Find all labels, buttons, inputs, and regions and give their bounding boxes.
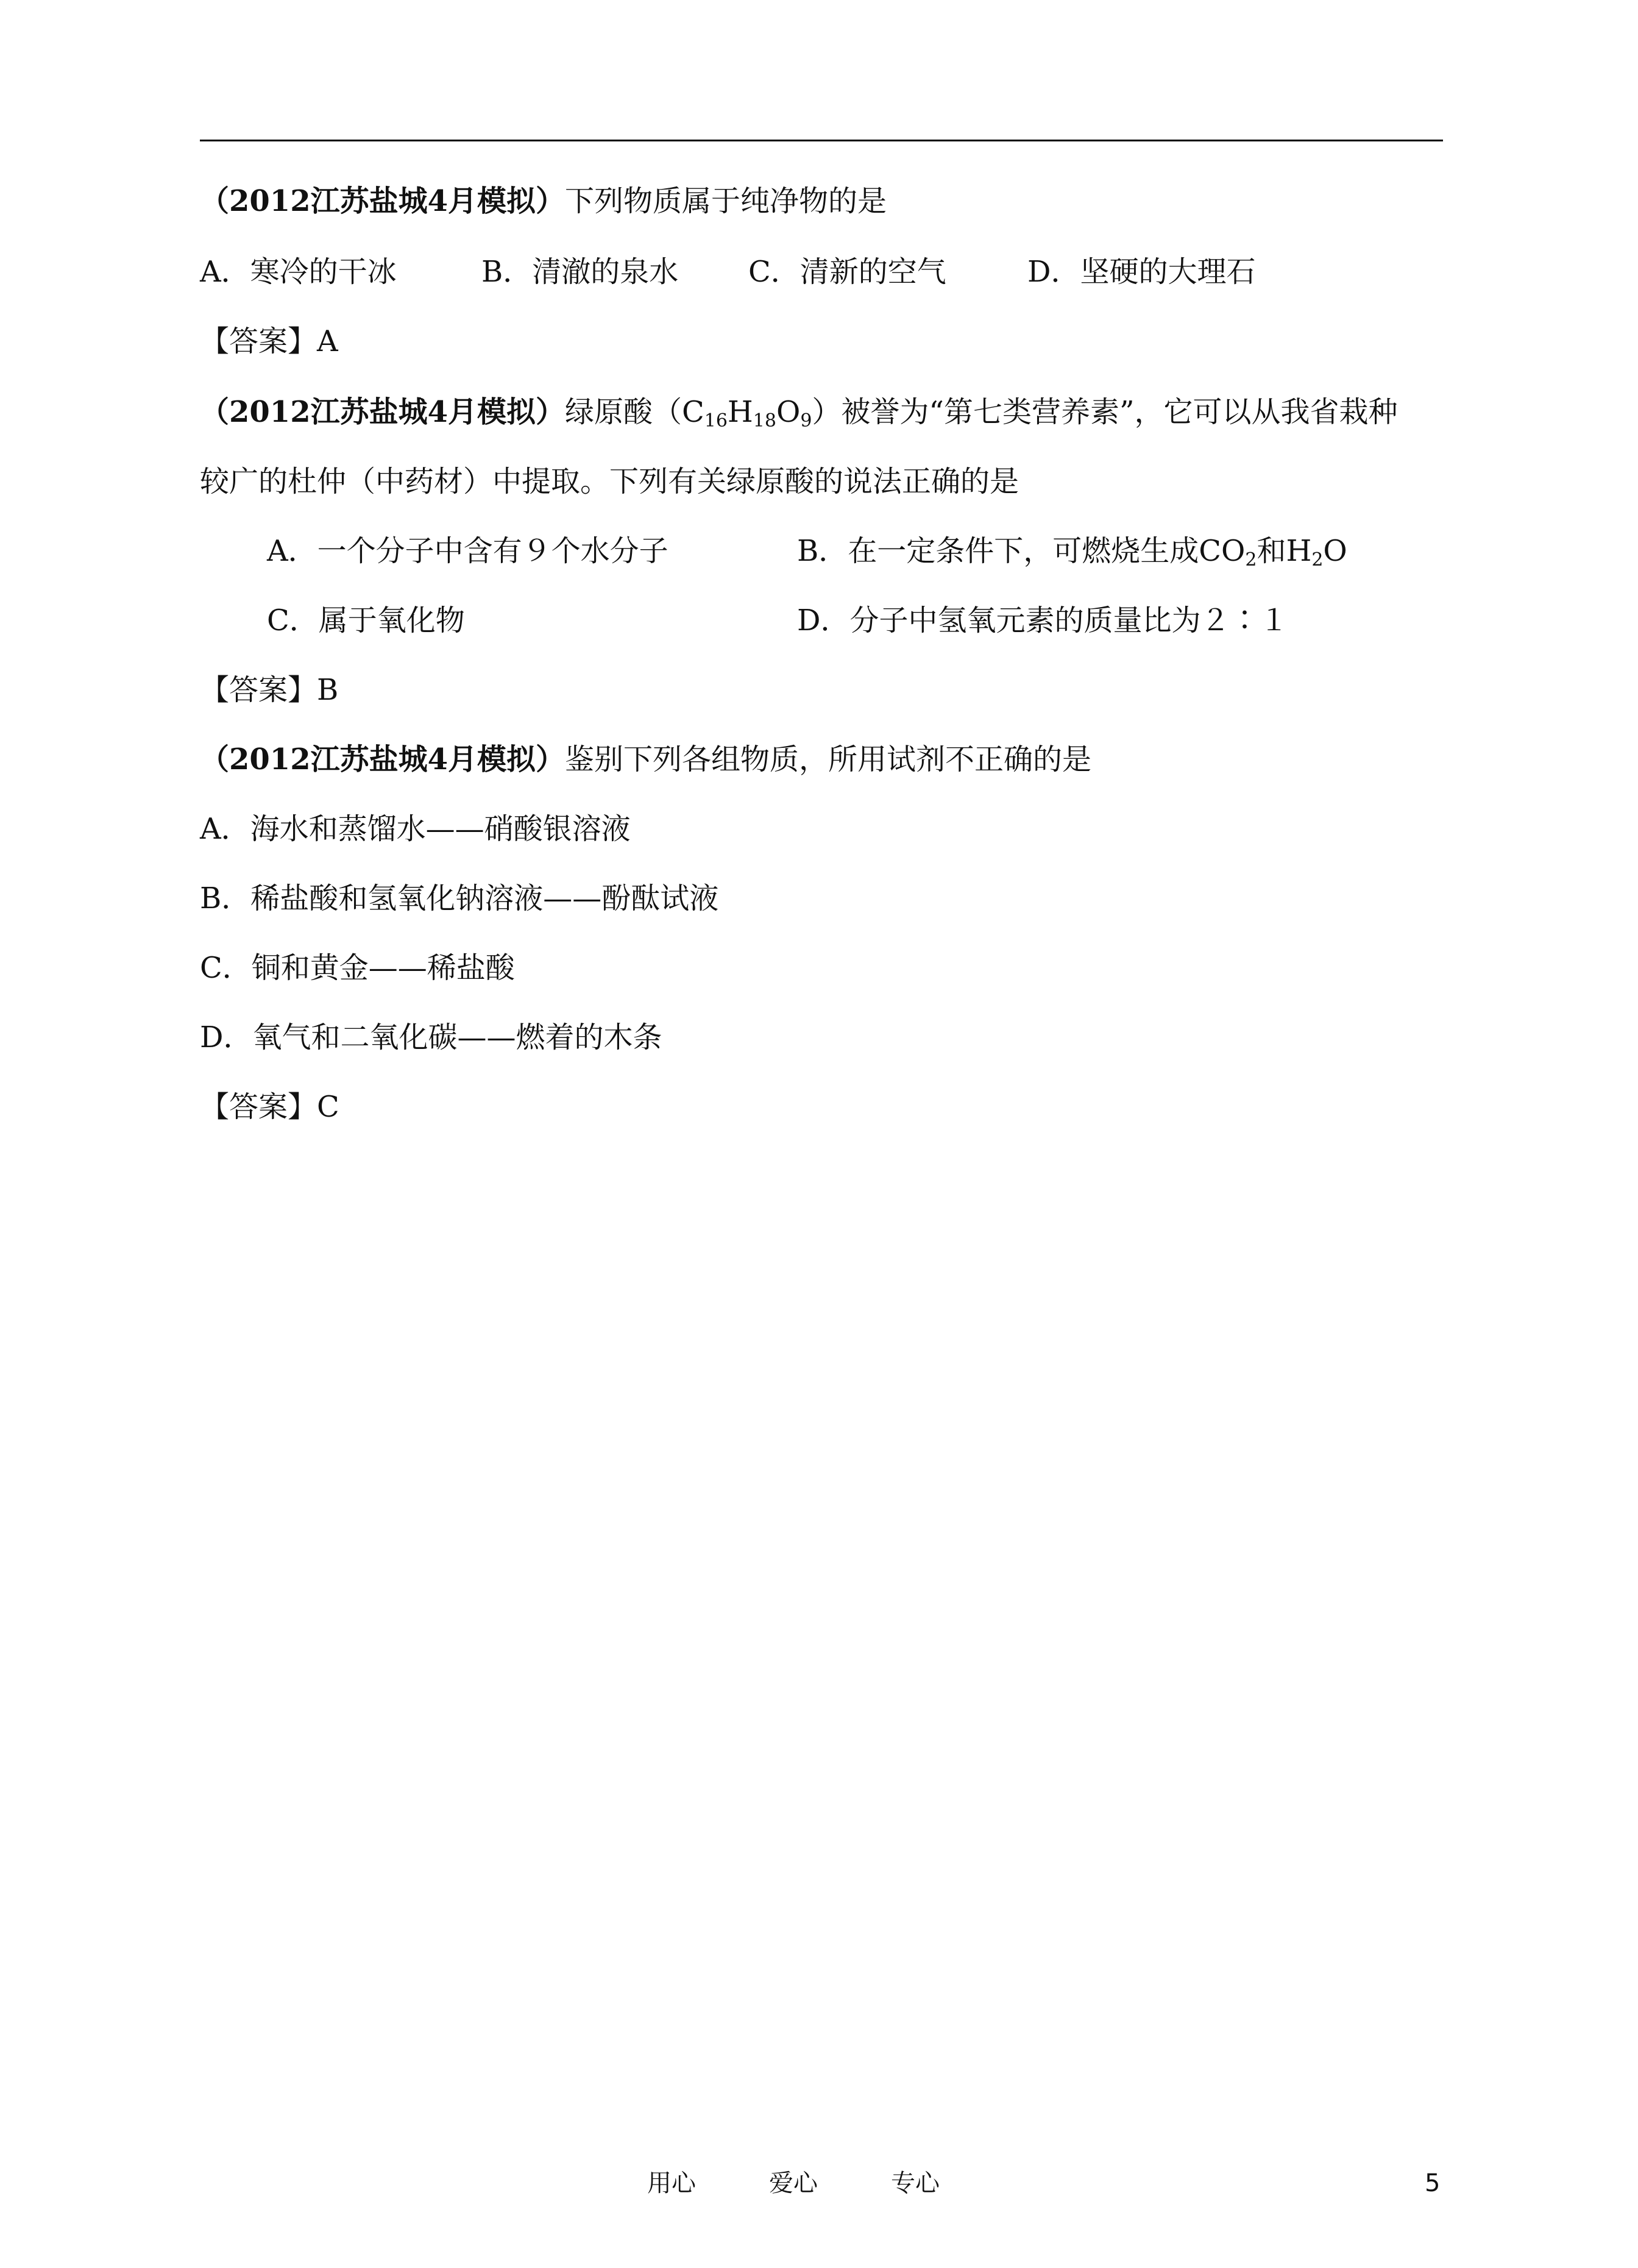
q1-option-d: D．坚硬的大理石 [1027, 255, 1256, 289]
q1-option-c: C．清新的空气 [748, 255, 946, 289]
q1-stem-text: 下列物质属于纯净物的是 [565, 184, 887, 218]
page-number: 5 [1425, 2169, 1441, 2197]
q1-stem [200, 182, 887, 221]
footer-motto-2: 爱心 [769, 2169, 818, 2197]
q2-option-b-subscript: 2 [1311, 549, 1324, 571]
q2-option-a: A．一个分子中含有９个水分子 [267, 534, 668, 568]
header-rule [200, 140, 1443, 141]
q3-option-a: A．海水和蒸馏水——硝酸银溶液 [200, 812, 631, 846]
q2-option-d: D．分子中氢氧元素的质量比为２∶１ [797, 603, 1289, 638]
q2-option-b [797, 531, 1347, 571]
q3-answer: 【答案】C [200, 1090, 339, 1124]
q2-stem-line2: 较广的杜仲（中药材）中提取。下列有关绿原酸的说法正确的是 [200, 464, 1019, 499]
q1-option-a: A．寒冷的干冰 [200, 255, 397, 289]
footer-motto-1: 用心 [647, 2169, 696, 2197]
q2-option-b-text: O [1323, 534, 1347, 568]
q2-stem [200, 393, 1398, 432]
q2-subscript: 16 [704, 410, 728, 432]
q2-stem-text: O [776, 395, 801, 429]
q3-stem-text: 鉴别下列各组物质，所用试剂不正确的是 [565, 742, 1092, 777]
q2-option-b-text: B．在一定条件下，可燃烧生成CO [797, 534, 1246, 568]
q2-subscript: 18 [753, 410, 776, 432]
q2-stem-text: H [727, 395, 753, 429]
q3-option-d: D．氧气和二氧化碳——燃着的木条 [200, 1020, 662, 1054]
q3-stem [200, 740, 1091, 779]
q1-source: （2012江苏盐城4月模拟） [200, 184, 565, 218]
q2-subscript: 9 [800, 410, 812, 432]
q2-option-c: C．属于氧化物 [267, 603, 465, 638]
footer-motto-3: 专心 [891, 2169, 940, 2197]
q2-answer: 【答案】B [200, 673, 339, 707]
q2-option-b-subscript: 2 [1245, 549, 1257, 571]
q2-stem-text: 绿原酸（C [565, 395, 704, 429]
q1-option-b: B．清澈的泉水 [481, 255, 679, 289]
q2-option-b-text: 和H [1257, 534, 1312, 568]
q3-option-b: B．稀盐酸和氢氧化钠溶液——酚酞试液 [200, 881, 719, 915]
q3-source: （2012江苏盐城4月模拟） [200, 742, 565, 777]
q2-stem-text: ）被誉为“第七类营养素”，它可以从我省栽种 [812, 395, 1398, 429]
q2-source: （2012江苏盐城4月模拟） [200, 395, 565, 429]
q3-option-c: C．铜和黄金——稀盐酸 [200, 951, 515, 985]
q1-answer: 【答案】A [200, 324, 338, 358]
